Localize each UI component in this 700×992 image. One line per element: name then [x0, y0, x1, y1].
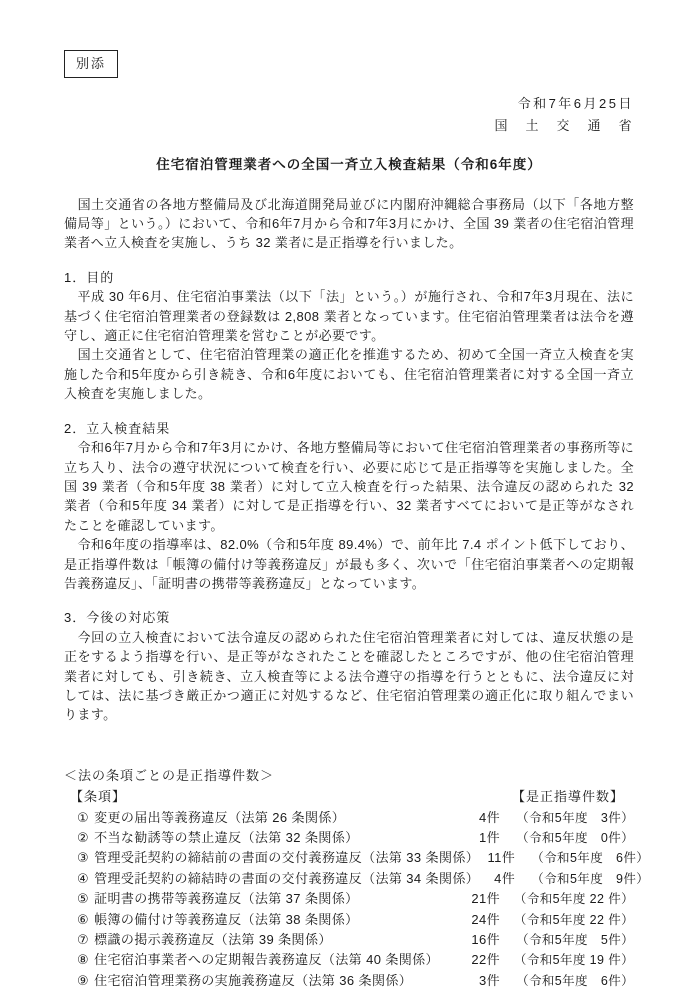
row-number: ④ — [77, 870, 90, 886]
violation-item: 証明書の携帯等義務違反（法第 37 条関係） — [94, 891, 359, 907]
section-heading-1: 1．目的 — [64, 269, 115, 285]
violation-item: 住宅宿泊管理業務の実施義務違反（法第 36 条関係） — [94, 972, 413, 988]
attachment-label-box — [64, 50, 118, 78]
violation-item: 管理受託契約の締結前の書面の交付義務違反（法第 33 条関係） — [94, 850, 480, 866]
violation-count: 22件 — [471, 952, 500, 968]
list-title: ＜法の条項ごとの是正指導件数＞ — [64, 767, 275, 783]
previous-year-count: （令和5年度 6件） — [516, 973, 634, 988]
row-number: ① — [77, 809, 90, 825]
row-number: ⑤ — [77, 891, 90, 907]
violation-count: 3件 — [478, 972, 500, 988]
row-number: ⑧ — [77, 952, 90, 968]
table-row — [64, 808, 634, 828]
violation-item: 住宅宿泊事業者への定期報告義務違反（法第 40 条関係） — [94, 952, 439, 968]
section-heading-2: 2．立入検査結果 — [64, 420, 171, 436]
previous-year-count: （令和5年度 0件） — [516, 830, 634, 845]
list-header — [64, 787, 634, 806]
violation-count: 4件 — [494, 870, 516, 886]
correction-counts-list — [64, 766, 650, 991]
violation-count: 21件 — [471, 891, 500, 907]
document-header — [64, 94, 634, 135]
previous-year-count: （令和5年度 6件） — [531, 851, 650, 866]
previous-year-count: （令和5年度 22 件） — [513, 912, 634, 927]
violation-item: 不当な勧誘等の禁止違反（法第 32 条関係） — [94, 829, 359, 845]
document-title: 住宅宿泊管理業者への全国一斉立入検査結果（令和6年度） — [156, 157, 542, 173]
ministry-name: 国 土 交 通 省 — [494, 117, 634, 133]
section-purpose — [64, 268, 634, 404]
previous-year-count: （令和5年度 22 件） — [513, 892, 634, 907]
table-row — [64, 828, 634, 848]
section-3-paragraph-1: 今回の立入検査において法令違反の認められた住宅宿泊管理業者に対しては、違反状態の是正をするよう指導を行い、是正等がなされたことを確認したところですが、他の住宅宿泊管理業者に対しても、引き続き、立入検査等による法令遵守の指導を行うとともに、法令違反に対しては、法に基づき厳正かつ適正に対処するなど、住宅宿泊管理業の適正化に取り組んでまいります。 — [64, 629, 634, 723]
violation-item: 標識の掲示義務違反（法第 39 条関係） — [94, 931, 332, 947]
intro-paragraph: 国土交通省の各地方整備局及び北海道開発局並びに内閣府沖縄総合事務局（以下「各地方整備局等」という。）において、令和6年7月から令和7年3月にかけ、全国 39 業者の住宅宿泊管理業者へ立入検査を実施し、うち 32 業者に是正指導を行いました。 — [64, 196, 634, 251]
column-header-article: 【条項】 — [70, 789, 127, 805]
table-row — [64, 971, 634, 991]
document-date: 令和7年6月25日 — [517, 96, 634, 112]
section-1-paragraph-1: 平成 30 年6月、住宅宿泊事業法（以下「法」という。）が施行され、令和7年3月現在、法に基づく住宅宿泊管理業者の登録数は 2,808 業者となっています。住宅宿泊管理業者は法令を遵守し、適正に住宅宿泊管理業を営むことが必要です。 — [64, 289, 634, 344]
table-row — [64, 950, 634, 970]
violation-item: 変更の届出等義務違反（法第 26 条関係） — [94, 809, 346, 825]
list-rows — [64, 808, 650, 992]
row-number: ③ — [77, 850, 90, 866]
violation-item: 管理受託契約の締結時の書面の交付義務違反（法第 34 条関係） — [94, 870, 480, 886]
row-number: ⑥ — [77, 911, 90, 927]
row-number: ⑨ — [77, 972, 90, 988]
table-row — [64, 848, 650, 868]
section-2-paragraph-2: 令和6年度の指導率は、82.0%（令和5年度 89.4%）で、前年比 7.4 ポイント低下しており、是正指導件数は「帳簿の備付け等義務違反」が最も多く、次いで「住宅宿泊事業者への定期報告義務違反」、「証明書の携帯等義務違反」となっています。 — [64, 537, 634, 591]
violation-count: 16件 — [471, 931, 500, 947]
row-number: ⑦ — [77, 931, 90, 947]
violation-item: 帳簿の備付け等義務違反（法第 38 条関係） — [94, 911, 359, 927]
attachment-label: 別添 — [76, 56, 107, 71]
section-1-paragraph-2: 国土交通省として、住宅宿泊管理業の適正化を推進するため、初めて全国一斉立入検査を実施した令和5年度から引き続き、令和6年度においても、住宅宿泊管理業者に対する全国一斉立入検査を実施しました。 — [64, 347, 634, 402]
table-row — [64, 869, 650, 889]
table-row — [64, 910, 634, 930]
violation-count: 24件 — [471, 911, 500, 927]
table-row — [64, 930, 634, 950]
previous-year-count: （令和5年度 19 件） — [513, 953, 634, 968]
violation-count: 11件 — [487, 850, 516, 866]
previous-year-count: （令和5年度 9件） — [531, 871, 650, 886]
section-2-paragraph-1: 令和6年7月から令和7年3月にかけ、各地方整備局等において住宅宿泊管理業者の事務所等に立ち入り、法令の遵守状況について検査を行い、必要に応じて是正指導等を実施しました。全国 39 業者（令和5年度 38 業者）に対して立入検査を行った結果、法令違反の認められた 32 業者（令和5年度 34 業者）に対して是正指導を行い、32 業者すべてにおいて是正等がなされたことを確認しています。 — [64, 440, 634, 533]
column-header-count: 【是正指導件数】 — [511, 789, 624, 805]
section-inspection-results — [64, 419, 634, 594]
previous-year-count: （令和5年度 5件） — [516, 932, 634, 947]
violation-count: 4件 — [478, 809, 500, 825]
violation-count: 1件 — [478, 829, 500, 845]
section-future-measures — [64, 608, 634, 724]
previous-year-count: （令和5年度 3件） — [516, 810, 634, 825]
section-heading-3: 3．今後の対応策 — [64, 610, 171, 626]
row-number: ② — [77, 829, 90, 845]
table-row — [64, 889, 634, 909]
